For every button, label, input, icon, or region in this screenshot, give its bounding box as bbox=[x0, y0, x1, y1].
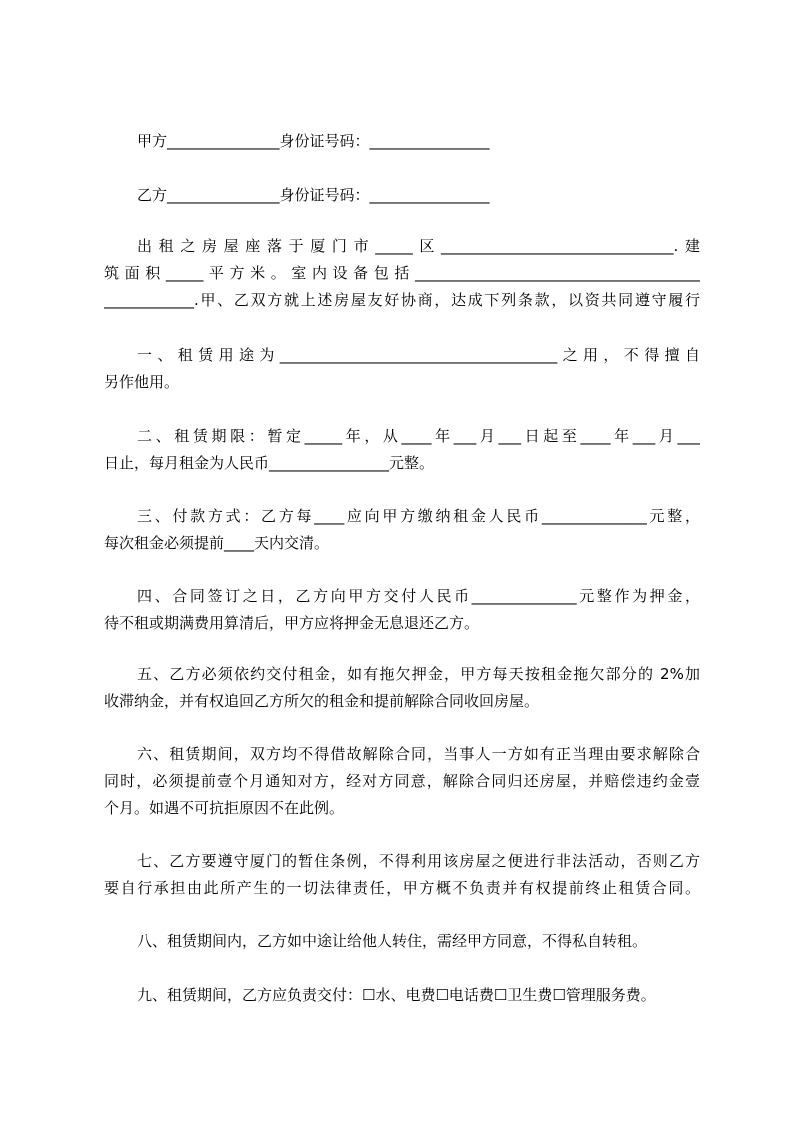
intro-line-3: ____________.甲、乙双方就上述房屋友好协商，达成下列条款，以资共同遵守履行 bbox=[104, 291, 700, 309]
clause-2-line-1: 二、租赁期限：暂定_____年，从____年___月___日起至____年___月___ bbox=[137, 427, 700, 445]
intro-line-2: 筑面积_____平方米。室内设备包括______________________________________ bbox=[104, 264, 700, 282]
clause-4-line-2: 待不租或期满费用算清后，甲方应将押金无息退还乙方。 bbox=[104, 614, 480, 632]
party-b-line: 乙方_______________身份证号码：________________ bbox=[137, 186, 490, 204]
clause-1-line-1: 一、租赁用途为_____________________________________之用，不得擅自 bbox=[137, 346, 700, 364]
clause-5-line-2: 收滞纳金，并有权追回乙方所欠的租金和提前解除合同收回房屋。 bbox=[104, 692, 540, 710]
clause-7-line-1: 七、乙方要遵守厦门的暂住条例，不得利用该房屋之便进行非法活动，否则乙方 bbox=[137, 852, 700, 870]
clause-8-line-1: 八、租赁期间内，乙方如中途让给他人转住，需经甲方同意，不得私自转租。 bbox=[137, 932, 648, 950]
clause-3-line-1: 三、付款方式：乙方每____应向甲方缴纳租金人民币______________元整， bbox=[137, 507, 700, 525]
clause-6-line-3: 个月。如遇不可抗拒原因不在此例。 bbox=[104, 799, 345, 817]
clause-6-line-1: 六、租赁期间，双方均不得借故解除合同，当事人一方如有正当理由要求解除合 bbox=[137, 745, 700, 763]
intro-line-1: 出租之房屋座落于厦门市_____区_______________________________.建 bbox=[137, 237, 700, 255]
clause-5-line-1: 五、乙方必须依约交付租金，如有拖欠押金，甲方每天按租金拖欠部分的 2%加 bbox=[137, 665, 700, 683]
clause-2-line-2: 日止，每月租金为人民币________________元整。 bbox=[104, 454, 435, 472]
clause-1-line-2: 另作他用。 bbox=[104, 373, 180, 391]
clause-7-line-2: 要自行承担由此所产生的一切法律责任，甲方概不负责并有权提前终止租赁合同。 bbox=[104, 879, 700, 897]
party-a-line: 甲方_______________身份证号码：________________ bbox=[137, 132, 490, 150]
clause-6-line-2: 同时，必须提前壹个月通知对方，经对方同意，解除合同归还房屋，并赔偿违约金壹 bbox=[104, 772, 700, 790]
clause-9-line-1: 九、租赁期间，乙方应负责交付：☐水、电费☐电话费☐卫生费☐管理服务费。 bbox=[137, 986, 656, 1004]
clause-4-line-1: 四、合同签订之日，乙方向甲方交付人民币______________元整作为押金， bbox=[137, 587, 700, 605]
clause-3-line-2: 每次租金必须提前____天内交清。 bbox=[104, 534, 330, 552]
